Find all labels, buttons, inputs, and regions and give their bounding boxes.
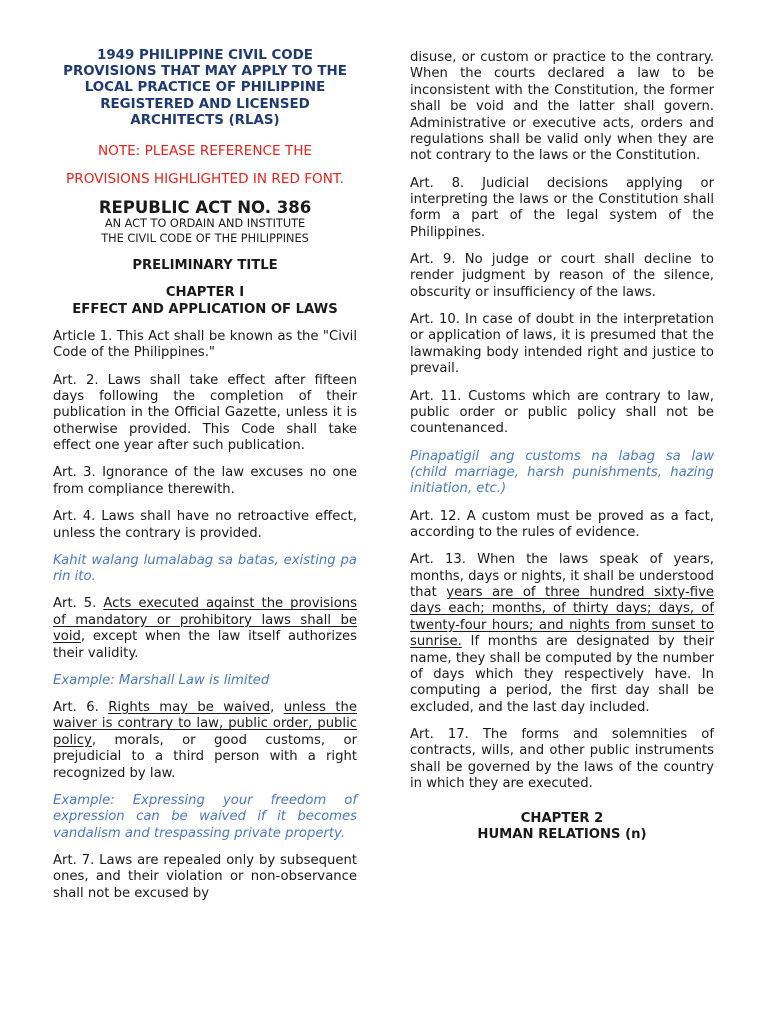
article-5-underlined: Acts executed against the provisions of mandatory or prohibitory laws shall be void (53, 596, 357, 645)
chapter-1-heading (53, 285, 357, 318)
republic-act-title: REPUBLIC ACT NO. 386 (98, 198, 312, 218)
ra-subtitle-line-2: THE CIVIL CODE OF THE PHILIPPINES (101, 231, 309, 245)
chapter-1-title: EFFECT AND APPLICATION OF LAWS (72, 301, 338, 317)
republic-act-subtitle (53, 217, 357, 245)
article-9: Art. 9. No judge or court shall decline to render judgment by reason of the silence, obscurity or insufficiency of the laws. (410, 252, 714, 300)
article-6 (53, 700, 357, 782)
annotation-article-6: Example: Expressing your freedom of expression can be waived if it becomes vandalism and trespassing private property. (53, 792, 357, 841)
chapter-2-heading (410, 811, 714, 844)
article-13-underlined: years are of three hundred sixty-five days each; months, of thirty days; days, of twenty-four hours; and nights from sunset to sunrise. (410, 584, 714, 650)
preliminary-title: PRELIMINARY TITLE (132, 257, 278, 273)
ra-subtitle-line-1: AN ACT TO ORDAIN AND INSTITUTE (104, 217, 306, 231)
left-column (53, 48, 357, 913)
annotation-article-11: Pinapatigil ang customs na labag sa law (child marriage, harsh punishments, hazing initiation, etc.) (410, 448, 714, 497)
chapter-2-title: HUMAN RELATIONS (n) (477, 827, 647, 843)
chapter-1-label: CHAPTER I (165, 285, 245, 301)
article-5-suffix: , except when the law itself authorizes their validity. (53, 629, 357, 661)
document-title: 1949 PHILIPPINE CIVIL CODE PROVISIONS THAT MAY APPLY TO THE LOCAL PRACTICE OF PHILIPPINE REGISTERED AND LICENSED ARCHITECTS (RLAS) (63, 48, 347, 128)
article-13-suffix: If months are designated by their name, they shall be computed by the number of days which they respectively have. In computing a period, the first day shall be excluded, and the last day included. (410, 634, 714, 715)
article-4: Art. 4. Laws shall have no retroactive effect, unless the contrary is provided. (53, 509, 357, 541)
chapter-2-label: CHAPTER 2 (520, 810, 604, 826)
article-5-prefix: Art. 5. (53, 596, 104, 612)
article-7: Art. 7. Laws are repealed only by subsequent ones, and their violation or non-observance shall not be excused by (53, 852, 357, 901)
article-6-prefix: Art. 6. (53, 699, 109, 715)
annotation-article-5: Example: Marshall Law is limited (53, 672, 270, 688)
article-8: Art. 8. Judicial decisions applying or interpreting the laws or the Constitution shall form a part of the legal system of the Philippines. (410, 175, 714, 240)
red-note-line-2: PROVISIONS HIGHLIGHTED IN RED FONT. (66, 171, 344, 188)
article-3: Art. 3. Ignorance of the law excuses no one from compliance therewith. (53, 465, 357, 497)
article-6-suffix: , morals, or good customs, or prejudicial to a third person with a right recognized by law. (53, 732, 357, 781)
article-1: Article 1. This Act shall be known as the "Civil Code of the Philippines." (53, 329, 357, 361)
annotation-article-4: Kahit walang lumalabag sa batas, existing pa rin ito. (53, 552, 357, 585)
article-11: Art. 11. Customs which are contrary to law, public order or public policy shall not be countenanced. (410, 388, 714, 437)
article-5 (53, 596, 357, 662)
article-6-underlined-2: unless the waiver is contrary to law, public order, public policy (53, 699, 357, 748)
article-17: Art. 17. The forms and solemnities of contracts, wills, and other public instruments shall be governed by the laws of the country in which they are executed. (410, 727, 714, 792)
article-6-comma: , (270, 699, 284, 715)
article-6-underlined-1: Rights may be waived (108, 699, 271, 715)
red-note-line-1: NOTE: PLEASE REFERENCE THE (97, 143, 313, 160)
right-column (410, 50, 714, 854)
article-7-continued: disuse, or custom or practice to the contrary. When the courts declared a law to be inconsistent with the Constitution, the former shall be void and the latter shall govern. Administrative or executive acts, orders and regulations shall be valid only when they are not contrary to the laws or the Constitution. (410, 50, 714, 164)
article-13-prefix: Art. 13. When the laws speak of years, months, days or nights, it shall be understood that (410, 552, 714, 600)
article-13 (410, 552, 714, 716)
article-12: Art. 12. A custom must be proved as a fact, according to the rules of evidence. (410, 508, 714, 540)
article-2: Art. 2. Laws shall take effect after fifteen days following the completion of their publication in the Official Gazette, unless it is otherwise provided. This Code shall take effect one year after such publication. (53, 372, 357, 454)
article-10: Art. 10. In case of doubt in the interpretation or application of laws, it is presumed that the lawmaking body intended right and justice to prevail. (410, 312, 714, 377)
